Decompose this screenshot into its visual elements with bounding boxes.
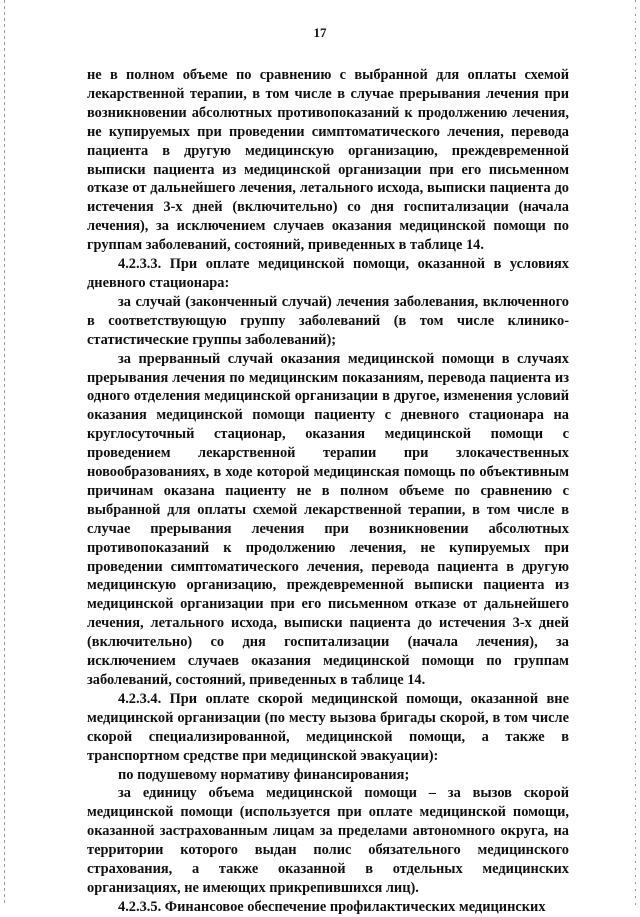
page-right-edge bbox=[635, 0, 636, 905]
document-body bbox=[87, 66, 569, 917]
paragraph-continuation: не в полном объеме по сравнению с выбранной для оплаты схемой лекарственной терапии, в том числе в случае прерывания лечения при возникновении абсолютных противопоказаний к продолжению лечения, не купируемых при проведении симптоматического лечения, перевода пациента в другую медицинскую организацию, преждевременной выписки пациента из медицинской организации при его письменном отказе от дальнейшего лечения, летального исхода, выписки пациента до истечения 3-х дней (включительно) со дня госпитализации (начала лечения), за исключением случаев оказания медицинской помощи по группам заболеваний, состояний, приведенных в таблице 14. bbox=[87, 67, 569, 254]
paragraph-per-capita: по подушевому нормативу финансирования; bbox=[118, 766, 410, 783]
paragraph-per-unit: за единицу объема медицинской помощи – за вызов скорой медицинской помощи (используется при оплате медицинской помощи, оказанной застрахованным лицам за пределами автономного округа, на территории которого выдан полис обязательного медицинского страхования, а также оказанной в отдельных медицинских организациях, не имеющих прикрепившихся лиц). bbox=[87, 785, 569, 896]
paragraph-4-2-3-3: 4.2.3.3. При оплате медицинской помощи, оказанной в условиях дневного стационара: bbox=[87, 256, 569, 291]
paragraph-interrupted-case: за прерванный случай оказания медицинской помощи в случаях прерывания лечения по медицинским показаниям, перевода пациента из одного отделения медицинской организации в другое, изменения условий оказания медицинской помощи пациенту с дневного стационара на круглосуточный стационар, оказания медицинской помощи с проведением лекарственной терапии при злокачественных новообразованиях, в ходе которой медицинская помощь по объективным причинам оказана пациенту не в полном объеме по сравнению с выбранной для оплаты схемой лекарственной терапии, в том числе в случае прерывания лечения при возникновении абсолютных противопоказаний к продолжению лечения, не купируемых при проведении симптоматического лечения, перевода пациента в другую медицинскую организацию, преждевременной выписки пациента из медицинской организации при его письменном отказе от дальнейшего лечения, летального исхода, выписки пациента до истечения 3-х дней (включительно) со дня госпитализации (начала лечения), за исключением случаев оказания медицинской помощи по группам заболеваний, состояний, приведенных в таблице 14. bbox=[87, 350, 569, 688]
paragraph-completed-case: за случай (законченный случай) лечения заболевания, включенного в соответствующую группу заболеваний (в том числе клинико-статистические группы заболеваний); bbox=[87, 293, 569, 348]
page-number: 17 bbox=[313, 25, 327, 40]
paragraph-4-2-3-5: 4.2.3.5. Финансовое обеспечение профилактических медицинских bbox=[118, 898, 546, 915]
paragraph-4-2-3-4: 4.2.3.4. При оплате скорой медицинской помощи, оказанной вне медицинской организации (по месту вызова бригады скорой, в том числе скорой специализированной, медицинской помощи, а также в транспортном средстве при медицинской эвакуации): bbox=[87, 690, 569, 764]
page-left-edge bbox=[4, 0, 5, 905]
